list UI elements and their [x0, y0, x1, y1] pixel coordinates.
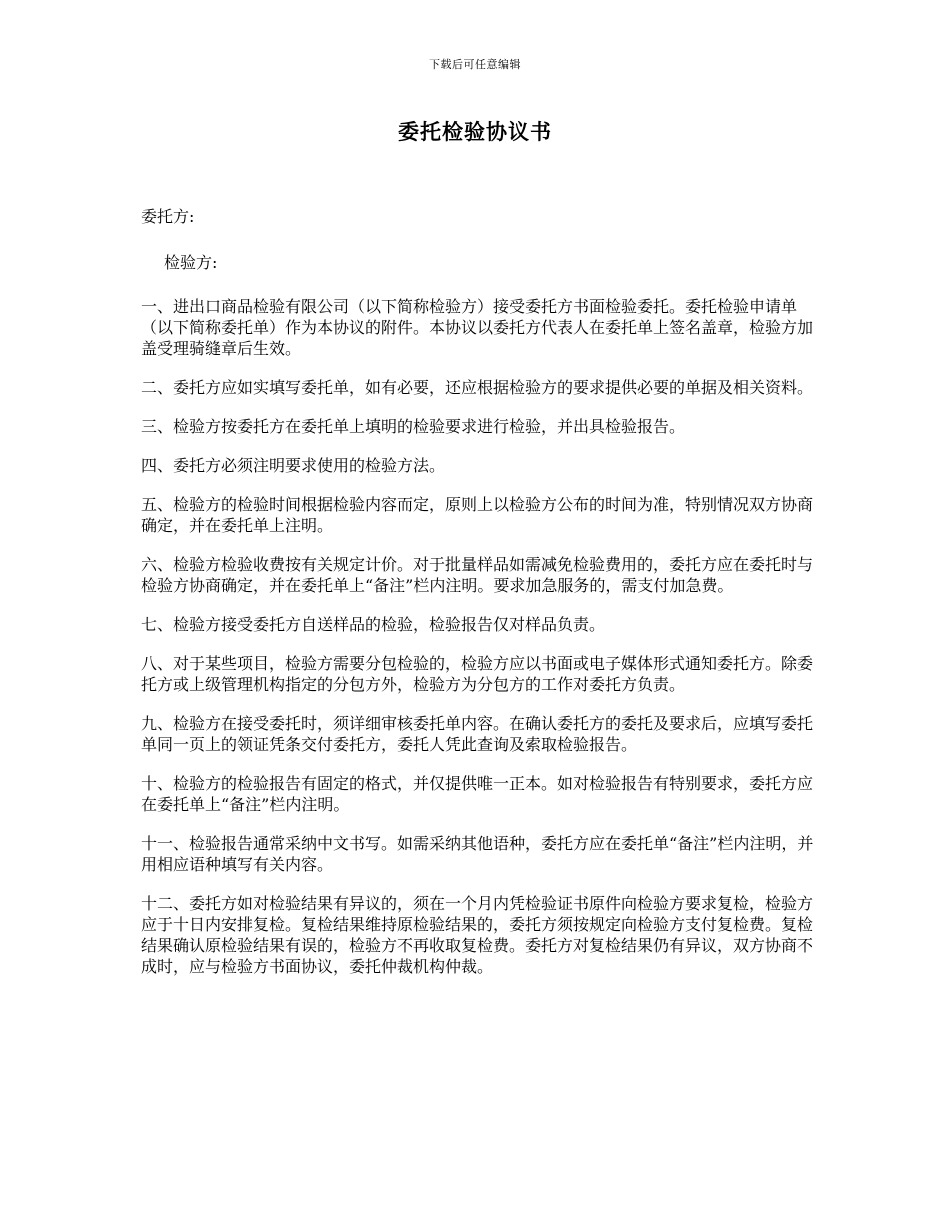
clause-2: 二、委托方应如实填写委托单，如有必要，还应根据检验方的要求提供必要的单据及相关资料。: [141, 378, 814, 397]
clause-3: 三、检验方按委托方在委托单上填明的检验要求进行检验，并出具检验报告。: [141, 417, 686, 436]
client-party-label: 委托方:: [141, 207, 195, 226]
clause-11: 十一、检验报告通常采纳中文书写。如需采纳其他语种，委托方应在委托单“备注”栏内注明，并用相应语种填写有关内容。: [141, 834, 814, 874]
clause-1: 一、进出口商品检验有限公司（以下简称检验方）接受委托方书面检验委托。委托检验申请单（以下简称委托单）作为本协议的附件。本协议以委托方代表人在委托单上签名盖章，检验方加盖受理骑缝章后生效。: [141, 297, 814, 358]
clause-8: 八、对于某些项目，检验方需要分包检验的，检验方应以书面或电子媒体形式通知委托方。除委托方或上级管理机构指定的分包方外，检验方为分包方的工作对委托方负责。: [141, 654, 814, 694]
clause-10: 十、检验方的检验报告有固定的格式，并仅提供唯一正本。如对检验报告有特别要求，委托方应在委托单上“备注”栏内注明。: [141, 774, 814, 814]
clause-9: 九、检验方在接受委托时，须详细审核委托单内容。在确认委托方的委托及要求后，应填写委托单同一页上的领证凭条交付委托方，委托人凭此查询及索取检验报告。: [141, 714, 814, 754]
clause-list: [141, 296, 821, 995]
document-title: 委托检验协议书: [398, 119, 552, 144]
clause-5: 五、检验方的检验时间根据检验内容而定，原则上以检验方公布的时间为准，特别情况双方协商确定，并在委托单上注明。: [141, 495, 814, 535]
header-note: 下载后可任意编辑: [429, 58, 521, 71]
clause-6: 六、检验方检验收费按有关规定计价。对于批量样品如需减免检验费用的，委托方应在委托时与检验方协商确定，并在委托单上“备注”栏内注明。要求加急服务的，需支付加急费。: [141, 555, 814, 595]
clause-7: 七、检验方接受委托方自送样品的检验，检验报告仅对样品负责。: [141, 615, 606, 634]
inspector-party-label: 检验方:: [164, 253, 218, 272]
clause-4: 四、委托方必须注明要求使用的检验方法。: [141, 456, 446, 475]
clause-12: 十二、委托方如对检验结果有异议的，须在一个月内凭检验证书原件向检验方要求复检，检验方应于十日内安排复检。复检结果维持原检验结果的，委托方须按规定向检验方支付复检费。复检结果确认原检验结果有误的，检验方不再收取复检费。委托方对复检结果仍有异议，双方协商不成时，应与检验方书面协议，委托仲裁机构仲裁。: [141, 894, 814, 976]
